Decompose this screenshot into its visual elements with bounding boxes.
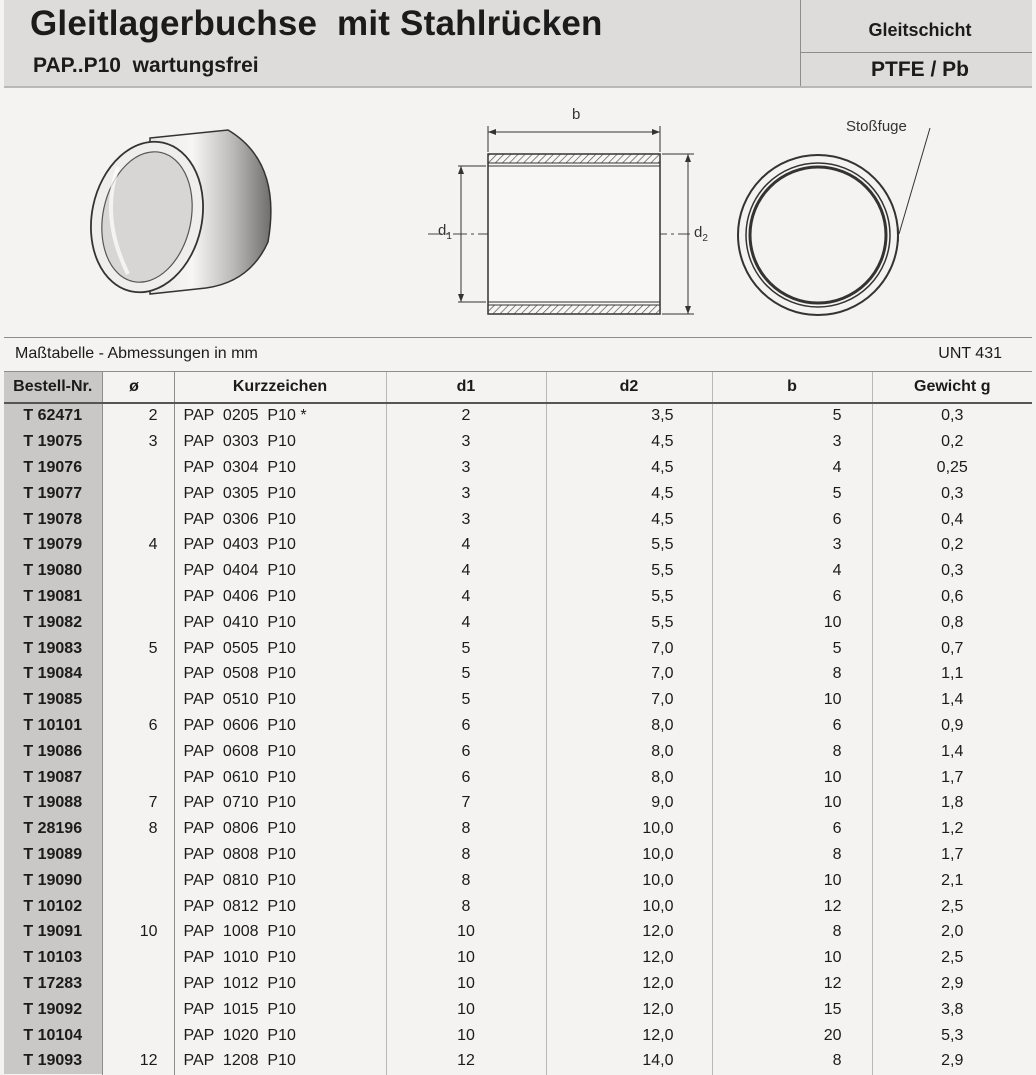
cell-d2: 10,0: [546, 868, 712, 894]
cell-b: 15: [712, 997, 872, 1023]
cell-bore: 12: [102, 1048, 174, 1074]
table-row: [4, 739, 1032, 765]
table-row: [4, 894, 1032, 920]
cell-b: 8: [712, 919, 872, 945]
cell-d2: 12,0: [546, 919, 712, 945]
cell-d1: 5: [386, 687, 546, 713]
table-row: [4, 429, 1032, 455]
cell-kurzzeichen: PAP 0806 P10: [174, 816, 386, 842]
col-header-bestell: Bestell-Nr.: [4, 372, 102, 403]
cell-bestell: T 19084: [4, 661, 102, 687]
cell-gewicht: 1,7: [941, 768, 964, 786]
cell-d2: 4,5: [546, 481, 712, 507]
table-caption: Maßtabelle - Abmessungen in mm: [15, 345, 258, 362]
cell-b: 10: [712, 765, 872, 791]
cell-kurzzeichen: PAP 0812 P10: [174, 894, 386, 920]
cell-bestell: T 19091: [4, 919, 102, 945]
cell-kurzzeichen: PAP 0306 P10: [174, 507, 386, 533]
cell-bore: 2: [102, 403, 174, 429]
cell-d2: 12,0: [546, 971, 712, 997]
cell-bestell: T 28196: [4, 816, 102, 842]
cell-gewicht: 2,5: [941, 949, 964, 967]
col-header-kurz: Kurzzeichen: [174, 372, 386, 403]
table-row: [4, 481, 1032, 507]
cell-kurzzeichen: PAP 0403 P10: [174, 532, 386, 558]
cell-d1: 10: [386, 945, 546, 971]
cell-d1: 6: [386, 739, 546, 765]
cell-b: 6: [712, 584, 872, 610]
cell-d2: 3,5: [546, 403, 712, 429]
cell-d2: 12,0: [546, 945, 712, 971]
cell-bore: [102, 997, 174, 1023]
cell-kurzzeichen: PAP 0406 P10: [174, 584, 386, 610]
cell-d2: 8,0: [546, 739, 712, 765]
cell-d2: 10,0: [546, 816, 712, 842]
col-header-b: b: [712, 372, 872, 403]
dimension-b-label: b: [572, 106, 581, 123]
cell-kurzzeichen: PAP 0606 P10: [174, 713, 386, 739]
cell-gewicht: 0,9: [872, 713, 1032, 739]
cell-bore: 5: [102, 636, 174, 662]
cell-kurzzeichen: PAP 0404 P10: [174, 558, 386, 584]
layer-label: Gleitschicht: [868, 20, 972, 40]
cell-gewicht: 1,2: [872, 816, 1032, 842]
cell-b: 12: [712, 894, 872, 920]
table-row: [4, 687, 1032, 713]
cell-b: 8: [712, 739, 872, 765]
cell-gewicht: 1,8: [872, 790, 1032, 816]
table-unt: UNT 431: [938, 345, 1002, 362]
col-header-gewicht: Gewicht g: [872, 372, 1032, 403]
cell-bore: [102, 558, 174, 584]
cell-gewicht: 0,25: [936, 458, 968, 476]
cell-kurzzeichen: PAP 1012 P10: [174, 971, 386, 997]
cell-kurzzeichen: PAP 1008 P10: [174, 919, 386, 945]
cell-bestell: T 19078: [4, 507, 102, 533]
cell-d1: 10: [386, 971, 546, 997]
cell-d1: 4: [386, 532, 546, 558]
cell-d2: 10,0: [546, 894, 712, 920]
cell-gewicht: 1,1: [941, 665, 964, 683]
cell-gewicht: 2,9: [941, 974, 964, 992]
table-row: [4, 971, 1032, 997]
cell-gewicht: 0,7: [872, 636, 1032, 662]
cell-d1: 10: [386, 997, 546, 1023]
cell-bore: [102, 842, 174, 868]
table-row: [4, 713, 1032, 739]
cell-d1: 8: [386, 842, 546, 868]
cell-b: 5: [712, 636, 872, 662]
table-row: [4, 1048, 1032, 1074]
cell-kurzzeichen: PAP 1208 P10: [174, 1048, 386, 1074]
table-header-row: [4, 372, 1032, 403]
cell-d1: 3: [386, 455, 546, 481]
table-row: [4, 945, 1032, 971]
cell-d2: 5,5: [546, 610, 712, 636]
col-header-bore: ø: [102, 372, 174, 403]
page-title: Gleitlagerbuchse mit Stahlrücken: [30, 4, 603, 43]
cell-bore: [102, 868, 174, 894]
cell-d2: 10,0: [546, 842, 712, 868]
dimension-d1-label: $d_1$: [438, 222, 452, 242]
cell-bestell: T 19090: [4, 868, 102, 894]
table-row: [4, 610, 1032, 636]
cell-kurzzeichen: PAP 1020 P10: [174, 1023, 386, 1049]
cell-d1: 3: [386, 429, 546, 455]
cell-kurzzeichen: PAP 1015 P10: [174, 997, 386, 1023]
cell-bore: [102, 971, 174, 997]
cell-kurzzeichen: PAP 0610 P10: [174, 765, 386, 791]
cell-gewicht: 3,8: [941, 1000, 964, 1018]
cell-bore: [102, 739, 174, 765]
cell-d2: 7,0: [546, 661, 712, 687]
cell-b: 6: [712, 507, 872, 533]
cell-d1: 5: [386, 661, 546, 687]
cell-d2: 7,0: [546, 636, 712, 662]
cell-b: 3: [712, 532, 872, 558]
cell-kurzzeichen: PAP 0508 P10: [174, 661, 386, 687]
cell-b: 8: [712, 842, 872, 868]
cell-b: 8: [712, 661, 872, 687]
cell-b: 10: [712, 945, 872, 971]
cell-d2: 4,5: [546, 429, 712, 455]
cell-d1: 3: [386, 481, 546, 507]
cell-gewicht: 1,4: [941, 742, 964, 760]
cell-d1: 7: [386, 790, 546, 816]
cell-d1: 12: [386, 1048, 546, 1074]
cell-d2: 9,0: [546, 790, 712, 816]
cell-d1: 3: [386, 507, 546, 533]
cell-gewicht: 1,7: [941, 845, 964, 863]
table-row: [4, 636, 1032, 662]
cell-kurzzeichen: PAP 0505 P10: [174, 636, 386, 662]
cell-d2: 12,0: [546, 997, 712, 1023]
cell-gewicht: 2,5: [941, 897, 964, 915]
cell-d1: 8: [386, 816, 546, 842]
cell-bore: 6: [102, 713, 174, 739]
cell-kurzzeichen: PAP 0510 P10: [174, 687, 386, 713]
table-row: [4, 997, 1032, 1023]
cell-d2: 8,0: [546, 765, 712, 791]
cell-b: 6: [712, 816, 872, 842]
page-subtitle: PAP..P10 wartungsfrei: [33, 54, 259, 77]
cell-kurzzeichen: PAP 0303 P10: [174, 429, 386, 455]
cell-bore: [102, 765, 174, 791]
cell-d2: 7,0: [546, 687, 712, 713]
cell-gewicht: 2,9: [872, 1048, 1032, 1074]
cell-d2: 5,5: [546, 584, 712, 610]
cell-kurzzeichen: PAP 0808 P10: [174, 842, 386, 868]
table-row: [4, 790, 1032, 816]
cell-b: 6: [712, 713, 872, 739]
cell-bestell: T 19093: [4, 1048, 102, 1074]
cell-gewicht: 0,4: [941, 510, 964, 528]
cell-d1: 10: [386, 1023, 546, 1049]
header-band: [4, 0, 1032, 88]
cell-bore: [102, 455, 174, 481]
cell-b: 3: [712, 429, 872, 455]
cell-bore: [102, 481, 174, 507]
cell-gewicht: 0,2: [872, 429, 1032, 455]
cell-kurzzeichen: PAP 1010 P10: [174, 945, 386, 971]
dimension-d2-label: $d_2$: [694, 224, 708, 244]
table-row: [4, 532, 1032, 558]
table-caption-row: [4, 337, 1032, 372]
cell-kurzzeichen: PAP 0410 P10: [174, 610, 386, 636]
cell-b: 10: [712, 790, 872, 816]
cell-bore: [102, 687, 174, 713]
cell-kurzzeichen: PAP 0305 P10: [174, 481, 386, 507]
cell-bestell: T 19075: [4, 429, 102, 455]
cell-bore: 10: [102, 919, 174, 945]
cell-bestell: T 19080: [4, 558, 102, 584]
table-row: [4, 507, 1032, 533]
cell-gewicht: 5,3: [941, 1026, 964, 1044]
cell-bestell: T 19077: [4, 481, 102, 507]
cell-d2: 4,5: [546, 455, 712, 481]
cell-d1: 4: [386, 610, 546, 636]
cell-b: 5: [712, 403, 872, 429]
cell-bestell: T 19079: [4, 532, 102, 558]
cell-gewicht: 0,3: [941, 562, 964, 580]
cell-gewicht: 0,8: [941, 613, 964, 631]
cell-bestell: T 10103: [4, 945, 102, 971]
dimension-table: [4, 337, 1032, 1075]
cell-bore: 4: [102, 532, 174, 558]
cell-bestell: T 19089: [4, 842, 102, 868]
cell-b: 10: [712, 610, 872, 636]
cell-d2: 14,0: [546, 1048, 712, 1074]
table-row: [4, 558, 1032, 584]
cell-d2: 4,5: [546, 507, 712, 533]
cell-bestell: T 19085: [4, 687, 102, 713]
table-row: [4, 403, 1032, 429]
table-body: [4, 403, 1032, 1074]
cell-bestell: T 17283: [4, 971, 102, 997]
cell-d1: 6: [386, 713, 546, 739]
table-row: [4, 919, 1032, 945]
col-header-d2: d2: [546, 372, 712, 403]
cell-bestell: T 19086: [4, 739, 102, 765]
cell-d1: 4: [386, 558, 546, 584]
technical-drawings: [0, 92, 1036, 332]
cell-bestell: T 19087: [4, 765, 102, 791]
layer-value: PTFE / Pb: [870, 58, 969, 81]
table-row: [4, 584, 1032, 610]
table: [4, 372, 1032, 1075]
cell-d2: 5,5: [546, 558, 712, 584]
cell-d1: 6: [386, 765, 546, 791]
cell-gewicht: 0,3: [872, 403, 1032, 429]
cell-bestell: T 10102: [4, 894, 102, 920]
cell-b: 4: [712, 455, 872, 481]
cell-gewicht: 1,4: [941, 691, 964, 709]
cell-d1: 2: [386, 403, 546, 429]
cell-d2: 5,5: [546, 532, 712, 558]
cell-gewicht: 2,0: [872, 919, 1032, 945]
cell-bestell: T 19076: [4, 455, 102, 481]
cell-bore: 3: [102, 429, 174, 455]
cell-gewicht: 2,1: [941, 871, 964, 889]
cell-b: 20: [712, 1023, 872, 1049]
cell-kurzzeichen: PAP 0304 P10: [174, 455, 386, 481]
table-row: [4, 661, 1032, 687]
bushing-3d-icon: [77, 130, 270, 303]
cell-kurzzeichen: PAP 0710 P10: [174, 790, 386, 816]
joint-label: Stoßfuge: [846, 118, 907, 135]
cell-d1: 8: [386, 894, 546, 920]
cell-b: 12: [712, 971, 872, 997]
cell-bestell: T 19092: [4, 997, 102, 1023]
cell-d1: 5: [386, 636, 546, 662]
cell-bore: 7: [102, 790, 174, 816]
header-rule: [800, 52, 1032, 53]
bushing-section-drawing: [428, 126, 694, 314]
table-row: [4, 816, 1032, 842]
bushing-front-view-drawing: [738, 128, 930, 315]
cell-bestell: T 10104: [4, 1023, 102, 1049]
cell-gewicht: 0,3: [941, 484, 964, 502]
cell-bore: 8: [102, 816, 174, 842]
cell-bore: [102, 945, 174, 971]
cell-kurzzeichen: PAP 0608 P10: [174, 739, 386, 765]
cell-bestell: T 19088: [4, 790, 102, 816]
cell-bestell: T 19083: [4, 636, 102, 662]
cell-bore: [102, 661, 174, 687]
cell-kurzzeichen: PAP 0205 P10 *: [174, 403, 386, 429]
cell-bore: [102, 610, 174, 636]
cell-d1: 10: [386, 919, 546, 945]
cell-d2: 8,0: [546, 713, 712, 739]
cell-bestell: T 19082: [4, 610, 102, 636]
cell-d1: 4: [386, 584, 546, 610]
table-row: [4, 765, 1032, 791]
cell-bestell: T 19081: [4, 584, 102, 610]
cell-bestell: T 62471: [4, 403, 102, 429]
cell-b: 5: [712, 481, 872, 507]
cell-b: 10: [712, 687, 872, 713]
cell-bore: [102, 584, 174, 610]
cell-d2: 12,0: [546, 1023, 712, 1049]
table-row: [4, 868, 1032, 894]
cell-d1: 8: [386, 868, 546, 894]
cell-gewicht: 0,2: [872, 532, 1032, 558]
cell-gewicht: 0,6: [941, 587, 964, 605]
cell-bestell: T 10101: [4, 713, 102, 739]
table-row: [4, 842, 1032, 868]
col-header-d1: d1: [386, 372, 546, 403]
cell-bore: [102, 507, 174, 533]
cell-b: 4: [712, 558, 872, 584]
cell-b: 10: [712, 868, 872, 894]
cell-bore: [102, 894, 174, 920]
table-row: [4, 455, 1032, 481]
cell-b: 8: [712, 1048, 872, 1074]
cell-kurzzeichen: PAP 0810 P10: [174, 868, 386, 894]
